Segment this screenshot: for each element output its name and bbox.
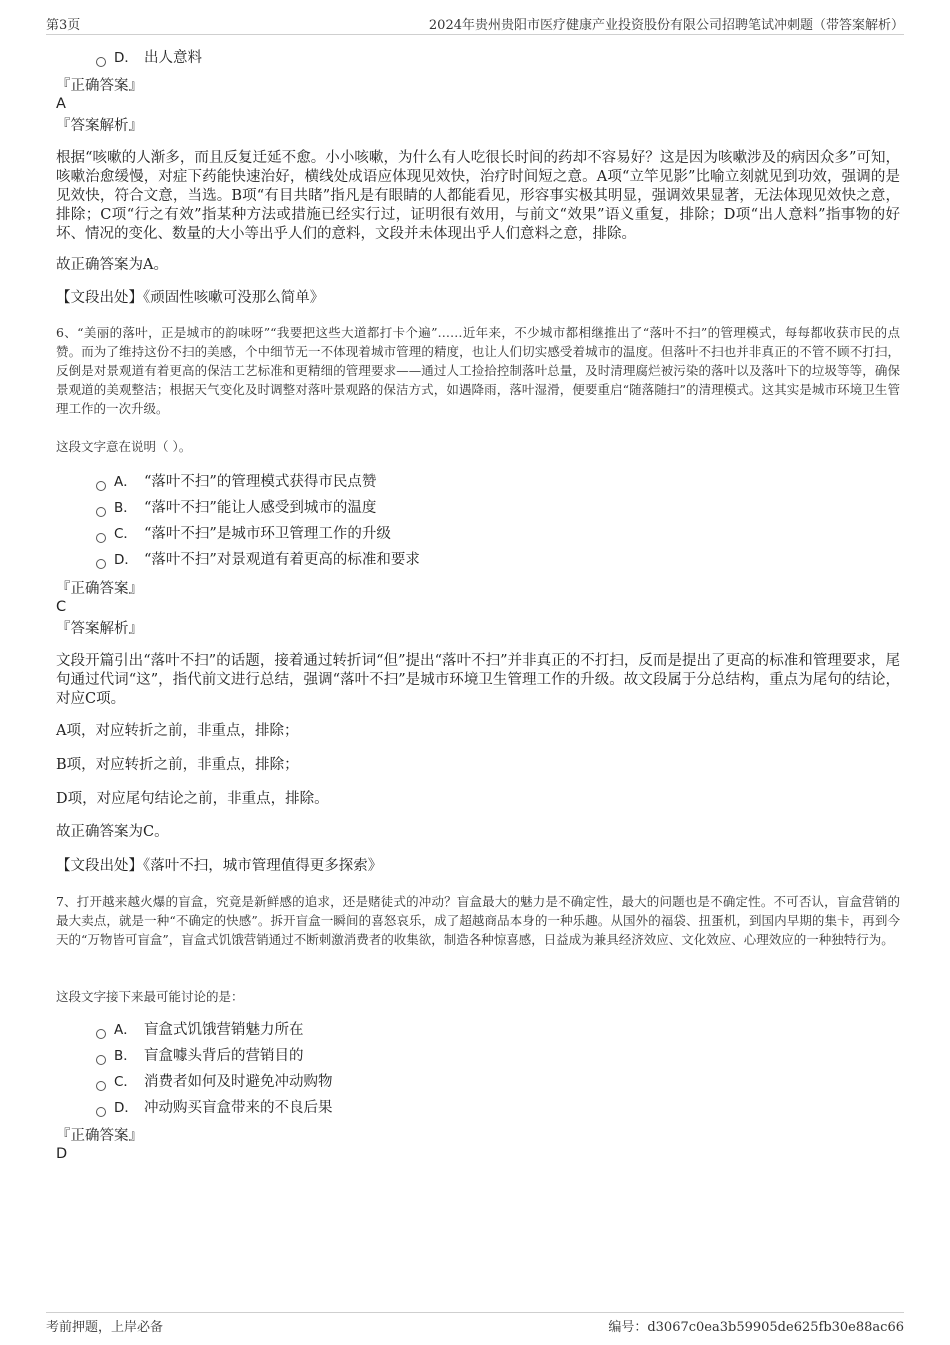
analysis-line-a: A项，对应转折之前，非重点，排除； <box>56 723 299 739</box>
option-text: 盲盒式饥饿营销魅力所在 <box>144 1022 304 1038</box>
analysis-label: 『答案解析』 <box>56 621 143 637</box>
radio-icon[interactable] <box>96 57 106 67</box>
conclusion: 故正确答案为A。 <box>56 257 168 273</box>
answer-label: 『正确答案』 <box>56 581 143 597</box>
source: 【文段出处】《顽固性咳嗽可没那么简单》 <box>56 290 325 306</box>
option-text: “落叶不扫”是城市环卫管理工作的升级 <box>144 526 391 542</box>
radio-icon[interactable] <box>96 533 106 543</box>
radio-icon[interactable] <box>96 1055 106 1065</box>
page-header <box>46 14 904 35</box>
question-prompt: 这段文字接下来最可能讨论的是： <box>56 989 244 1004</box>
question-prompt: 这段文字意在说明（ ）。 <box>56 439 192 454</box>
option-text: 盲盒噱头背后的营销目的 <box>144 1048 304 1064</box>
q6-option-a[interactable]: A． “落叶不扫”的管理模式获得市民点赞 <box>96 472 376 492</box>
radio-icon[interactable] <box>96 1107 106 1117</box>
analysis-label: 『答案解析』 <box>56 118 143 134</box>
source: 【文段出处】《落叶不扫，城市管理值得更多探索》 <box>56 858 383 874</box>
option-text: “落叶不扫”能让人感受到城市的温度 <box>144 500 377 516</box>
radio-icon[interactable] <box>96 507 106 517</box>
option-text: 出人意料 <box>144 50 202 66</box>
footer-slogan: 考前押题，上岸必备 <box>46 1320 164 1335</box>
q6-option-c[interactable]: C． “落叶不扫”是城市环卫管理工作的升级 <box>96 524 391 544</box>
answer-value: D <box>56 1146 68 1162</box>
analysis-text: 文段开篇引出“落叶不扫”的话题，接着通过转折词“但”提出“落叶不扫”并非真正的不打扫，反而是提出了更高的标准和管理要求，尾句通过代词“这”，指代前文进行总结，强调“落叶不扫”是城市环境卫生管理工作的升级。故文段属于分总结构，重点为尾句的结论，对应C项。 <box>56 653 900 707</box>
analysis-text: 根据“咳嗽的人渐多，而且反复迁延不愈。小小咳嗽，为什么有人吃很长时间的药却不容易好？这是因为咳嗽涉及的病因众多”可知，咳嗽治愈缓慢，对症下药能快速治好，横线处成语应体现见效快，治疗时间短之意。A项“立竿见影”比喻立刻就见到功效，强调的是见效快，符合文意，当选。B项“有目共睹”指凡是有眼睛的人都能看见，形容事实极其明显，强调效果显著，无法体现见效快之意，排除；C项“行之有效”指某种方法或措施已经实行过，证明很有效用，与前文“效果”语义重复，排除；D项“出人意料”指事物的好坏、情况的变化、数量的大小等出乎人们的意料，文段并未体现出乎人们意料之意，排除。 <box>56 150 900 242</box>
page-number: 第3页 <box>46 18 81 33</box>
question-text: 7、打开越来越火爆的盲盒，究竟是新鲜感的追求，还是赌徒式的冲动？盲盒最大的魅力是不确定性，最大的问题也是不确定性。不可否认，盲盒营销的最大卖点，就是一种“不确定的快感”。拆开盲盒一瞬间的喜怒哀乐，成了超越商品本身的一种乐趣。从国外的福袋、扭蛋机，到国内早期的集卡，再到今天的“万物皆可盲盒”，盲盒式饥饿营销通过不断刺激消费者的收集欲，制造各种惊喜感，日益成为兼具经济效应、文化效应、心理效应的一种独特行为。 <box>56 894 900 947</box>
radio-icon[interactable] <box>96 481 106 491</box>
document-title: 2024年贵州贵阳市医疗健康产业投资股份有限公司招聘笔试冲刺题（带答案解析） <box>428 18 904 33</box>
q6-option-b[interactable]: B． “落叶不扫”能让人感受到城市的温度 <box>96 498 376 518</box>
q6-option-d[interactable]: D． “落叶不扫”对景观道有着更高的标准和要求 <box>96 550 420 570</box>
radio-icon[interactable] <box>96 1029 106 1039</box>
page-footer <box>46 1312 904 1335</box>
answer-value: A <box>56 96 66 112</box>
q7-option-d[interactable]: D． 冲动购买盲盒带来的不良后果 <box>96 1098 333 1118</box>
q7-option-a[interactable]: A． 盲盒式饥饿营销魅力所在 <box>96 1020 304 1040</box>
q7-option-c[interactable]: C． 消费者如何及时避免冲动购物 <box>96 1072 333 1092</box>
conclusion: 故正确答案为C。 <box>56 824 169 840</box>
analysis-line-d: D项，对应尾句结论之前，非重点，排除。 <box>56 791 329 807</box>
radio-icon[interactable] <box>96 1081 106 1091</box>
answer-value: C <box>56 599 67 615</box>
q7-option-b[interactable]: B． 盲盒噱头背后的营销目的 <box>96 1046 304 1066</box>
answer-label: 『正确答案』 <box>56 78 143 94</box>
answer-label: 『正确答案』 <box>56 1128 143 1144</box>
analysis-line-b: B项，对应转折之前，非重点，排除； <box>56 757 299 773</box>
document-id: 编号：d3067c0ea3b59905de625fb30e88ac66 <box>608 1320 904 1335</box>
option-text: “落叶不扫”的管理模式获得市民点赞 <box>144 474 377 490</box>
q5-option-d[interactable]: D． 出人意料 <box>96 48 202 68</box>
radio-icon[interactable] <box>96 559 106 569</box>
option-text: “落叶不扫”对景观道有着更高的标准和要求 <box>144 552 420 568</box>
option-text: 冲动购买盲盒带来的不良后果 <box>144 1100 333 1116</box>
question-text: 6、“美丽的落叶，正是城市的韵味呀”“我要把这些大道都打卡个遍”……近年来，不少城市都相继推出了“落叶不扫”的管理模式，每每都收获市民的点赞。而为了维持这份不扫的美感，个中细节无一不体现着城市管理的精度，也让人们切实感受着城市的温度。但落叶不扫也并非真正的不管不顾不打扫，反倒是对景观道有着更高的保洁工艺标准和更精细的管理要求——通过人工捡拾控制落叶总量，及时清理腐烂被污染的落叶以及落叶下的垃圾等等，确保景观道的美观整洁；根据天气变化及时调整对落叶景观路的保洁方式，如遇降雨，落叶湿滑，便要重启“随落随扫”的清理模式。这其实是城市环境卫生管理工作的一次升级。 <box>56 325 900 416</box>
option-text: 消费者如何及时避免冲动购物 <box>144 1074 333 1090</box>
